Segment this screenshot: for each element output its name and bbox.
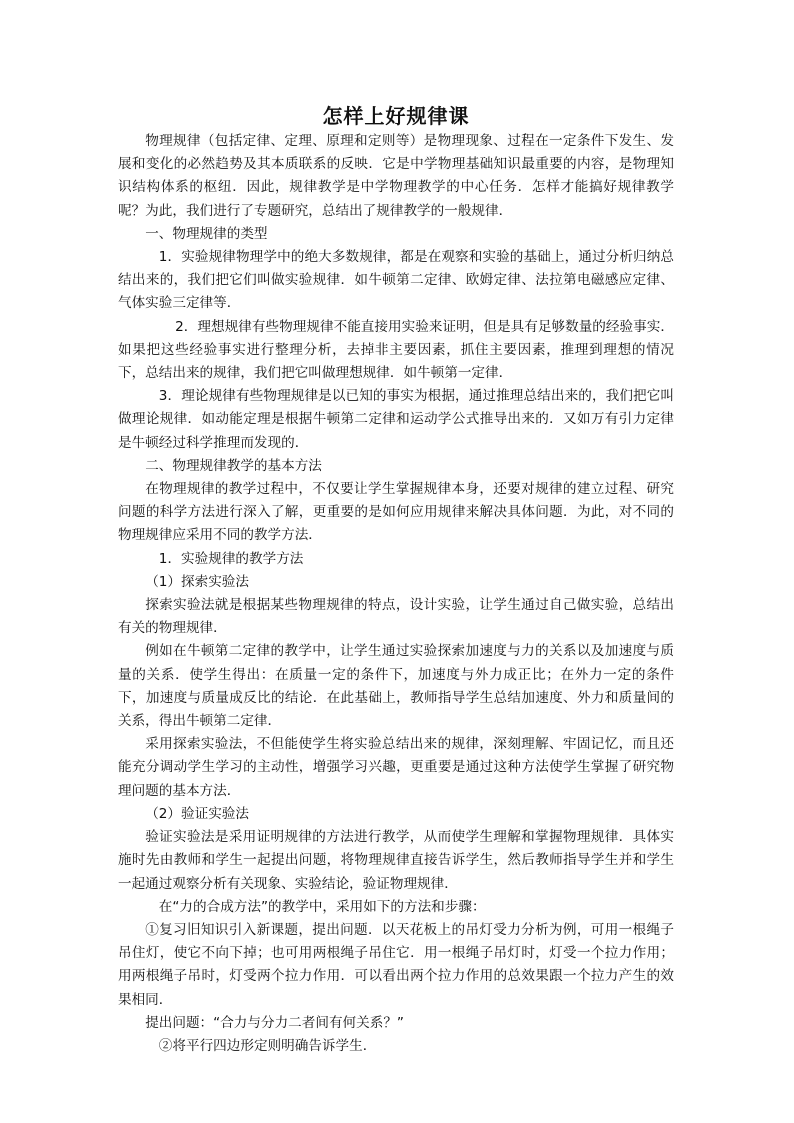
document-page (118, 102, 674, 1058)
paragraph-exploration-benefits: 采用探索实验法，不但能使学生将实验总结出来的规律，深刻理解、牢固记忆，而且还能充分调动学生学习的主动性，增强学习兴趣，更重要是通过这种方法使学生掌握了研究物理问题的基本方法． (118, 736, 674, 799)
intro-paragraph: 物理规律（包括定律、定理、原理和定则等）是物理现象、过程在一定条件下发生、发展和变化的必然趋势及其本质联系的反映．它是中学物理基础知识最重要的内容，是物理知识结构体系的枢纽．因此，规律教学是中学物理教学的中心任务．怎样才能搞好规律教学呢？为此，我们进行了专题研究，总结出了规律教学的一般规律． (118, 133, 674, 219)
paragraph-experimental-law: 1．实验规律物理学中的绝大多数规律，都是在观察和实验的基础上，通过分析归纳总结出来的，我们把它们叫做实验规律．如牛顿第二定律、欧姆定律、法拉第电磁感应定律、气体实验三定律等． (118, 249, 674, 312)
paragraph-teaching-overview: 在物理规律的教学过程中，不仅要让学生掌握规律本身，还要对规律的建立过程、研究问题的科学方法进行深入了解，更重要的是如何应用规律来解决具体问题．为此，对不同的物理规律应采用不同的教学方法． (118, 481, 674, 544)
document-title: 怎样上好规律课 (322, 104, 470, 128)
section-heading-1: 一、物理规律的类型 (145, 225, 268, 242)
paragraph-force-composition-intro: 在“力的合成方法”的教学中，采用如下的方法和步骤： (158, 898, 486, 915)
paragraph-step-2: ②将平行四边形定则明确告诉学生． (158, 1037, 377, 1054)
subheading-exploration: （1）探索实验法 (145, 573, 249, 590)
paragraph-ideal-law: 2．理想规律有些物理规律不能直接用实验来证明，但是具有足够数量的经验事实．如果把这些经验事实进行整理分析，去掉非主要因素，抓住主要因素，推理到理想的情况下，总结出来的规律，我们把它叫做理想规律．如牛顿第一定律． (118, 318, 674, 382)
paragraph-question: 提出问题：“合力与分力二者间有何关系？” (145, 1014, 404, 1031)
subheading-verification: （2）验证实验法 (145, 805, 249, 822)
paragraph-exploration-method: 探索实验法就是根据某些物理规律的特点，设计实验，让学生通过自己做实验，总结出有关的物理规律． (118, 597, 674, 637)
section-heading-2: 二、物理规律教学的基本方法 (145, 457, 322, 474)
paragraph-step-1: ①复习旧知识引入新课题，提出问题．以天花板上的吊灯受力分析为例，可用一根绳子吊住灯，使它不向下掉；也可用两根绳子吊住它．用一根绳子吊灯时，灯受一个拉力作用；用两根绳子吊时，灯受两个拉力作用．可以看出两个拉力作用的总效果跟一个拉力产生的效果相同． (118, 921, 674, 1008)
subheading-experimental-methods: 1．实验规律的教学方法 (158, 550, 304, 567)
paragraph-verification-method: 验证实验法是采用证明规律的方法进行教学，从而使学生理解和掌握物理规律．具体实施时先由教师和学生一起提出问题，将物理规律直接告诉学生，然后教师指导学生并和学生一起通过观察分析有关现象、实验结论，验证物理规律． (118, 829, 674, 892)
paragraph-newton-example: 例如在牛顿第二定律的教学中，让学生通过实验探索加速度与力的关系以及加速度与质量的关系．使学生得出：在质量一定的条件下，加速度与外力成正比；在外力一定的条件下，加速度与质量成反比的结论．在此基础上，教师指导学生总结加速度、外力和质量间的关系，得出牛顿第二定律． (118, 643, 674, 730)
paragraph-theoretical-law: 3．理论规律有些物理规律是以已知的事实为根据，通过推理总结出来的，我们把它叫做理论规律．如动能定理是根据牛顿第二定律和运动学公式推导出来的．又如万有引力定律是牛顿经过科学推理而发现的． (118, 388, 674, 451)
